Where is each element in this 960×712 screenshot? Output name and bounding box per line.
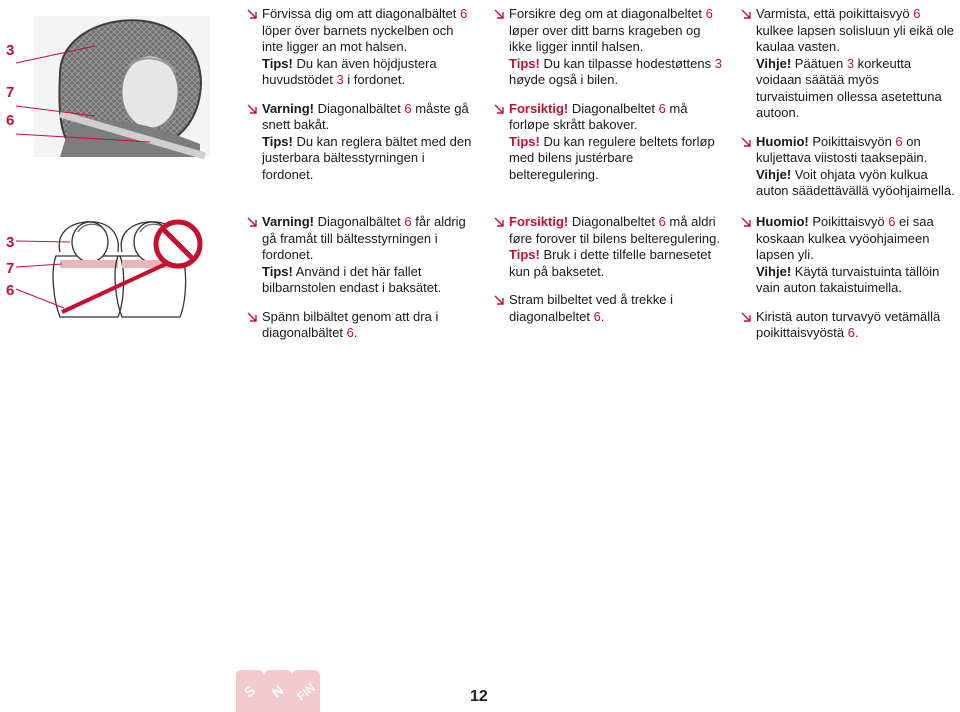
text: . (600, 308, 605, 324)
text: Diagonalbeltet (568, 214, 659, 229)
text: Käytä turvaistuinta tällöin vain auton takaistuimella. (756, 263, 940, 295)
text: i fordonet. (343, 72, 406, 87)
tips-label: Tips! (262, 263, 293, 279)
arrow-bullet-icon (741, 9, 752, 20)
tips-label: Tips! (262, 55, 293, 71)
child-seat-headrest-photo (0, 14, 210, 159)
tips-label: Vihje! (756, 263, 792, 279)
language-tab-n-label: N (268, 681, 287, 701)
arrow-bullet-icon (494, 104, 505, 115)
arrow-bullet-icon (741, 137, 752, 148)
text: Kiristä auton turvavyö vetämällä poikittaisvyöstä (756, 308, 941, 340)
arrow-bullet-icon (494, 295, 505, 306)
ref-6: 6 (888, 214, 896, 229)
text: må aldri føre forover til bilens belteregulering. (509, 214, 720, 246)
text: Du kan reglera bältet med den justerbara bältesstyrningen i fordonet. (262, 133, 472, 182)
top-text-no (494, 6, 724, 195)
bottom-no-item-2 (494, 292, 724, 331)
text: Päätuen (791, 55, 847, 71)
ref-6: 6 (404, 214, 412, 229)
callout-6: 6 (6, 282, 15, 299)
arrow-bullet-icon (247, 104, 258, 115)
top-text-sv (247, 6, 477, 195)
top-text-fi (741, 6, 959, 212)
ref-6: 6 (460, 6, 468, 21)
bottom-fi-item-1 (741, 214, 959, 303)
ref-6: 6 (658, 214, 666, 229)
bottom-no-item-1 (494, 214, 724, 286)
warning-label: Huomio! (756, 214, 809, 229)
warning-label: Varning! (262, 100, 315, 116)
text: Poikittaisvyön (808, 133, 896, 149)
tips-label: Vihje! (756, 55, 792, 71)
text: kulkee lapsen solisluun yli eikä ole kaulaa vasten. (756, 22, 955, 54)
callout-7: 7 (6, 84, 15, 101)
text: Diagonalbeltet (568, 100, 659, 116)
text: . (855, 325, 859, 340)
bottom-fi-item-2 (741, 309, 959, 348)
text: Bruk i dette tilfelle barnesetet kun på baksetet. (509, 247, 712, 279)
callout-3: 3 (6, 234, 15, 251)
text: Stram bilbeltet ved å trekke i diagonalbeltet (509, 292, 674, 324)
text: Använd i det här fallet bilbarnstolen endast i baksätet. (262, 263, 442, 295)
ref-3: 3 (336, 72, 344, 87)
text: Poikittaisvyö (808, 214, 889, 229)
tips-label: Tips! (509, 55, 540, 71)
language-tab-s-label: S (240, 682, 259, 701)
ref-6: 6 (593, 308, 601, 324)
top-fi-item-2 (741, 134, 959, 206)
arrow-bullet-icon (247, 217, 258, 228)
text: løper over ditt barns krageben og ikke ligger inntil halsen. (509, 22, 701, 54)
tips-label: Tips! (509, 247, 540, 262)
top-fi-item-1 (741, 6, 959, 128)
bottom-sv-item-2 (247, 309, 477, 348)
caution-label: Forsiktig! (509, 214, 569, 229)
text: on kuljettava viistosti taaksepäin. (756, 133, 928, 165)
ref-3: 3 (846, 55, 855, 71)
ref-6: 6 (847, 325, 855, 340)
top-sv-item-2 (247, 101, 477, 190)
arrow-bullet-icon (494, 217, 505, 228)
ref-6: 6 (404, 100, 412, 116)
text: får aldrig gå framåt till bältesstyrningen i fordonet. (262, 214, 466, 262)
bottom-text-sv (247, 214, 477, 354)
warning-label: Varning! (262, 214, 315, 229)
arrow-bullet-icon (741, 312, 752, 323)
text: Varmista, että poikittaisvyö (756, 6, 914, 21)
language-tab-s (236, 670, 264, 712)
ref-6: 6 (658, 100, 666, 116)
language-tab-fin (292, 670, 320, 712)
text: ei saa koskaan kulkea vyöohjaimeen lapsen yli. (756, 214, 934, 262)
language-tabs (232, 668, 332, 712)
bottom-text-no (494, 214, 724, 337)
text: Diagonalbältet (314, 100, 405, 116)
bottom-text-fi (741, 214, 959, 354)
text: . (353, 325, 358, 340)
ref-6: 6 (705, 6, 713, 21)
page-number: 12 (470, 688, 488, 705)
text: Diagonalbältet (314, 214, 405, 229)
callout-7: 7 (6, 260, 15, 277)
text: Du kan även höjdjustera huvudstödet (262, 55, 437, 87)
text: korkeutta voidaan säätää myös turvaistuimen ollessa asetettuna autoon. (756, 55, 942, 120)
text: Voit ohjata vyön kulkua auton säädettävällä vyöohjaimella. (756, 166, 955, 198)
text: må forløpe skrått bakover. (509, 100, 688, 132)
ref-6: 6 (346, 325, 354, 340)
tips-label: Tips! (262, 133, 293, 149)
text: Spänn bilbältet genom att dra i diagonalbältet (262, 308, 439, 340)
text: Förvissa dig om att diagonalbältet (262, 6, 460, 21)
tips-label: Tips! (509, 133, 540, 149)
text: Forsikre deg om at diagonalbeltet (509, 6, 706, 21)
text: Du kan regulere beltets forløp med bilens justérbare belteregulering. (509, 133, 715, 182)
bottom-sv-item-1 (247, 214, 477, 303)
arrow-bullet-icon (247, 312, 258, 323)
warning-label: Huomio! (756, 133, 809, 149)
text: måste gå snett bakåt. (262, 100, 469, 132)
ref-3: 3 (714, 55, 722, 71)
ref-6: 6 (913, 6, 921, 21)
incorrect-belt-routing-illustration (0, 212, 210, 322)
language-tab-n (264, 670, 292, 712)
text: høyde også i bilen. (509, 72, 619, 87)
text: Du kan tilpasse hodestøttens (539, 55, 715, 71)
caution-label: Forsiktig! (509, 100, 569, 116)
top-no-item-2 (494, 101, 724, 190)
top-no-item-1 (494, 6, 724, 95)
arrow-bullet-icon (494, 9, 505, 20)
top-sv-item-1 (247, 6, 477, 95)
text: löper över barnets nyckelben och inte ligger an mot halsen. (262, 22, 454, 54)
arrow-bullet-icon (741, 217, 752, 228)
ref-6: 6 (895, 133, 903, 149)
tips-label: Vihje! (756, 166, 792, 182)
callout-6: 6 (6, 112, 15, 129)
callout-3: 3 (6, 42, 15, 59)
language-tab-fin-label: FIN (294, 680, 318, 704)
arrow-bullet-icon (247, 9, 258, 20)
